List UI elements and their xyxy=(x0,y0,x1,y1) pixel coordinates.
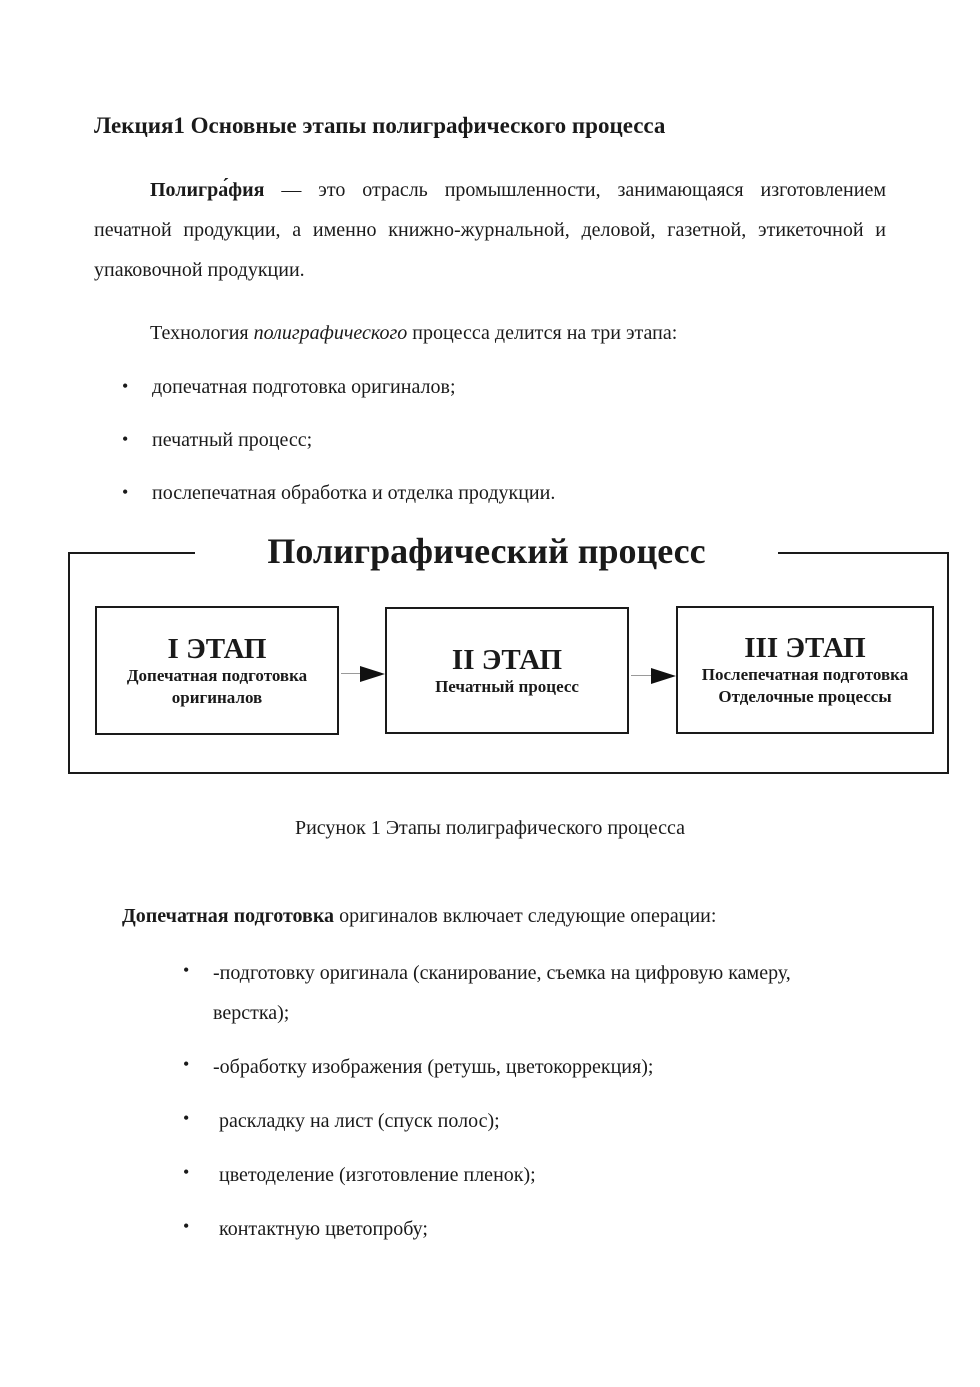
bullet-marker: • xyxy=(122,376,129,396)
bullet-marker: • xyxy=(183,1108,190,1128)
operation-item: -подготовку оригинала (сканирование, съемка на цифровую камеру, xyxy=(213,962,791,984)
intro-after: процесса делится на три этапа: xyxy=(407,322,678,344)
prepress-rest: оригиналов включает следующие операции: xyxy=(334,905,717,927)
stage-3-box xyxy=(676,606,934,734)
arrow-2-to-3 xyxy=(631,668,676,684)
stage-3-heading: III ЭТАП xyxy=(744,632,866,664)
stage-1-line: Допечатная подготовка xyxy=(126,665,308,685)
page-title: Лекция1 Основные этапы полиграфического процесса xyxy=(94,113,666,138)
stage-2-heading: II ЭТАП xyxy=(451,643,563,676)
figure-caption: Рисунок 1 Этапы полиграфического процесса xyxy=(294,817,686,839)
bullet-marker: • xyxy=(183,1162,190,1182)
definition-paragraph xyxy=(94,170,886,290)
prepress-intro xyxy=(122,905,716,928)
bullet-marker: • xyxy=(122,429,129,449)
stage-1-line: оригиналов xyxy=(171,687,263,707)
definition-text: — это отрасль промышленности, занимающаяся изготовлением печатной продукции, а именно книжно-журнальной, деловой, газетной, этикеточной и упаковочной продукции. xyxy=(94,179,886,281)
diagram-title: Полиграфический процесс xyxy=(267,531,706,571)
operation-item: цветоделение (изготовление пленок); xyxy=(219,1164,536,1186)
stage-1-heading: I ЭТАП xyxy=(167,632,267,665)
intro-italic: полиграфического xyxy=(253,322,408,344)
stages-intro xyxy=(150,322,677,345)
arrow-1-to-2 xyxy=(341,666,385,682)
stage-3-line: Послепечатная подготовка xyxy=(701,665,909,684)
bullet-marker: • xyxy=(183,1054,190,1074)
bullet-marker: • xyxy=(122,482,129,502)
operation-item: -обработку изображения (ретушь, цветокоррекция); xyxy=(213,1056,654,1078)
stage-list-item: допечатная подготовка оригиналов; xyxy=(152,376,456,398)
stage-list-item: печатный процесс; xyxy=(152,429,313,451)
operation-item: раскладку на лист (спуск полос); xyxy=(219,1110,500,1132)
operation-item-continuation: верстка); xyxy=(213,1002,290,1024)
stage-2-box xyxy=(385,607,629,734)
intro-before: Технология xyxy=(150,322,254,344)
stage-list-item: послепечатная обработка и отделка продукции. xyxy=(152,482,556,504)
prepress-bold: Допечатная подготовка xyxy=(122,905,335,927)
operation-item: контактную цветопробу; xyxy=(219,1218,428,1240)
stage-1-box xyxy=(95,606,339,735)
definition-term: Полигра́фия xyxy=(150,179,265,201)
stage-2-line: Печатный процесс xyxy=(435,676,579,696)
stage-3-line: Отделочные процессы xyxy=(718,687,892,706)
bullet-marker: • xyxy=(183,960,190,980)
bullet-marker: • xyxy=(183,1216,190,1236)
